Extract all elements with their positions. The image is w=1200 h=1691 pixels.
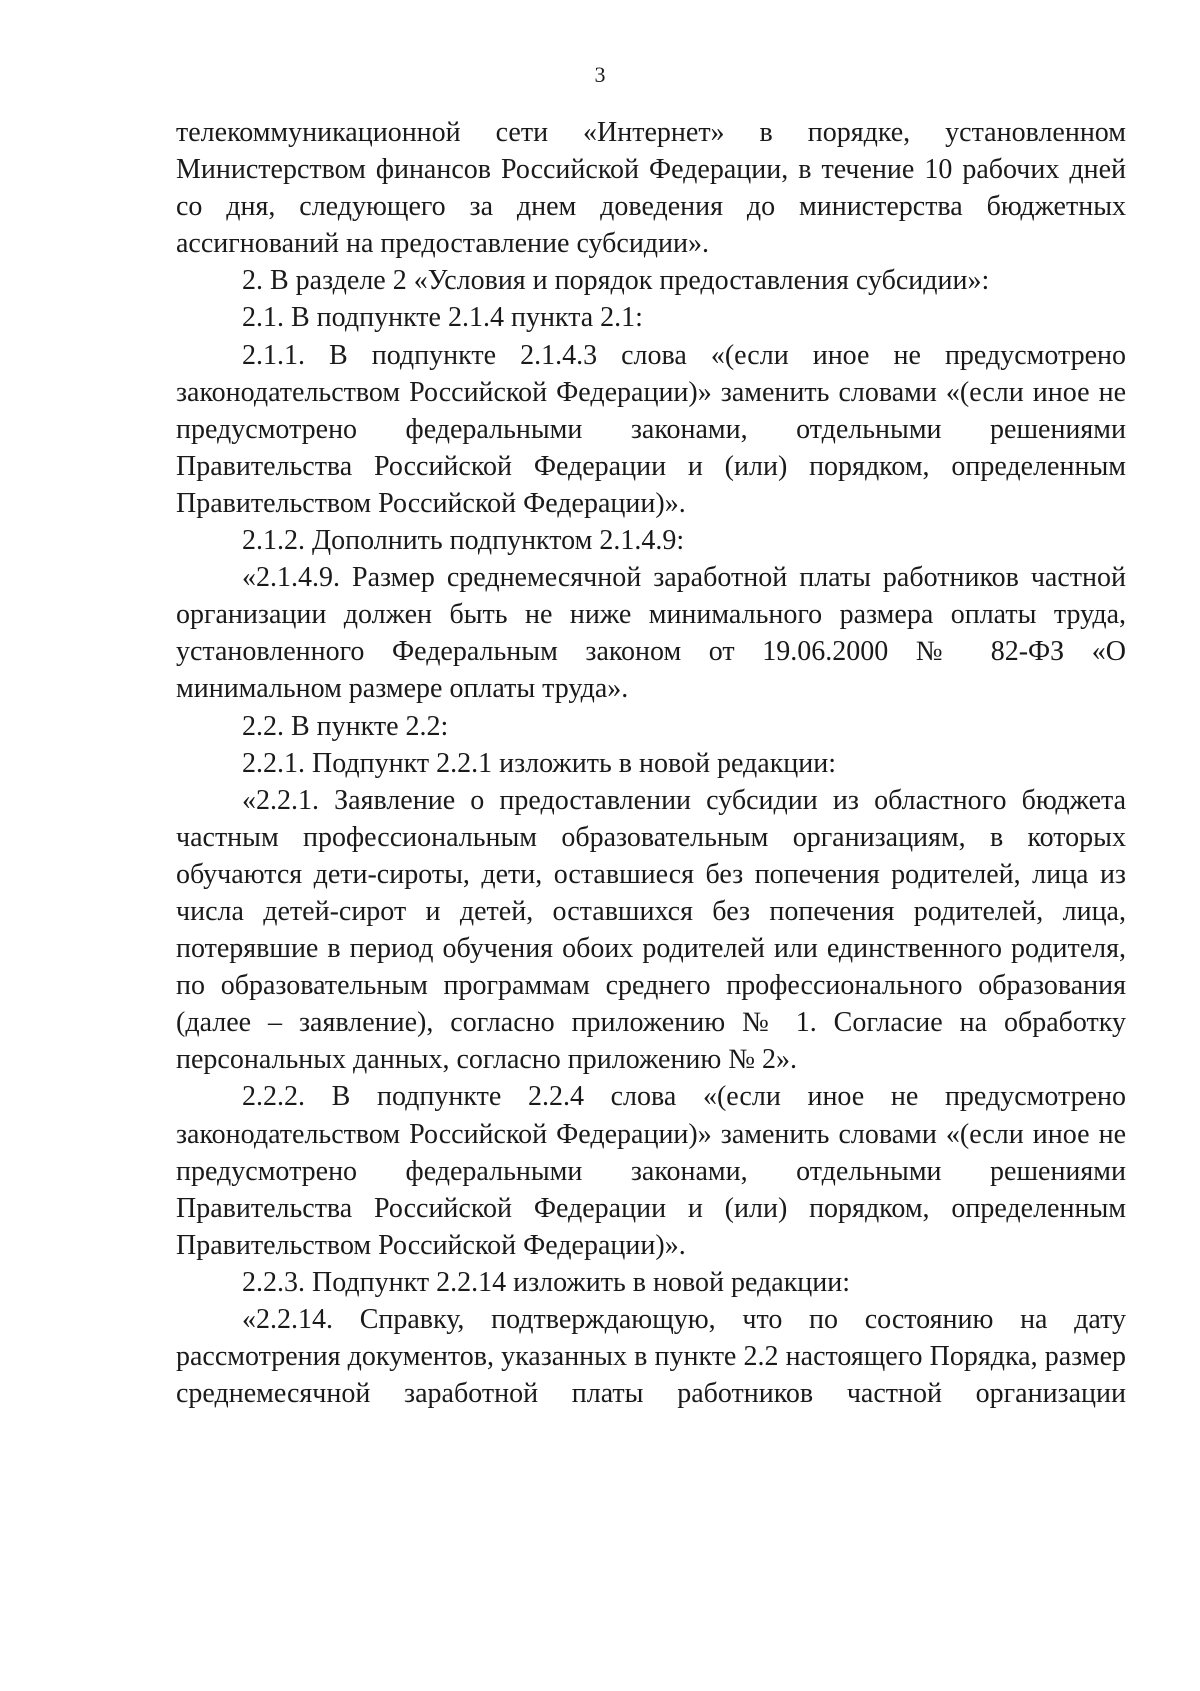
paragraph-2-1-1: 2.1.1. В подпункте 2.1.4.3 слова «(если иное не предусмотрено законодательством Российской Федерации)» заменить словами «(если иное не предусмотрено федеральными законами, отдельными решениями Правительства Российской Федерации и (или) порядком, определенным Правительством Российской Федерации)».	[176, 339, 1126, 519]
paragraph-2-2-1-text: «2.2.1. Заявление о предоставлении субсидии из областного бюджета частным профессиональным образовательным организациям, в которых обучаются дети-сироты, дети, оставшиеся без попечения родителей, лица из числа детей-сирот и детей, оставшихся без попечения родителей, лица, потерявшие в период обучения обоих родителей или единственного родителя, по образовательным программам среднего профессионального образования (далее – заявление), согласно приложению № 1. Согласие на обработку персональных данных, согласно приложению № 2».	[176, 784, 1126, 1076]
paragraph-2-1-4-9: «2.1.4.9. Размер среднемесячной заработной платы работников частной организации должен быть не ниже минимального размера оплаты труда, установленного Федеральным законом от 19.06.2000 № 82-ФЗ «О минимальном размере оплаты труда».	[176, 562, 1126, 705]
document-body	[176, 114, 1126, 1412]
paragraph-2-2-3: 2.2.3. Подпункт 2.2.14 изложить в новой редакции:	[242, 1266, 851, 1298]
paragraph-2-1-2: 2.1.2. Дополнить подпунктом 2.1.4.9:	[242, 525, 685, 557]
paragraph-2-2-2: 2.2.2. В подпункте 2.2.4 слова «(если иное не предусмотрено законодательством Российской Федерации)» заменить словами «(если иное не предусмотрено федеральными законами, отдельными решениями Правительства Российской Федерации и (или) порядком, определенным Правительством Российской Федерации)».	[176, 1081, 1126, 1261]
paragraph-2-2-1: 2.2.1. Подпункт 2.2.1 изложить в новой редакции:	[242, 747, 837, 779]
page-number: 3	[594, 62, 606, 87]
paragraph-2-2: 2.2. В пункте 2.2:	[242, 710, 449, 742]
paragraph-section-2: 2. В разделе 2 «Условия и порядок предоставления субсидии»:	[242, 265, 990, 297]
paragraph-2-2-14: «2.2.14. Справку, подтверждающую, что по состоянию на дату рассмотрения документов, указанных в пункте 2.2 настоящего Порядка, размер среднемесячной заработной платы работников частной организации	[176, 1304, 1126, 1410]
paragraph-2-1: 2.1. В подпункте 2.1.4 пункта 2.1:	[242, 302, 643, 334]
paragraph-continuation: телекоммуникационной сети «Интернет» в порядке, установленном Министерством финансов Российской Федерации, в течение 10 рабочих дней со дня, следующего за днем доведения до министерства бюджетных ассигнований на предоставление субсидии».	[176, 117, 1126, 260]
